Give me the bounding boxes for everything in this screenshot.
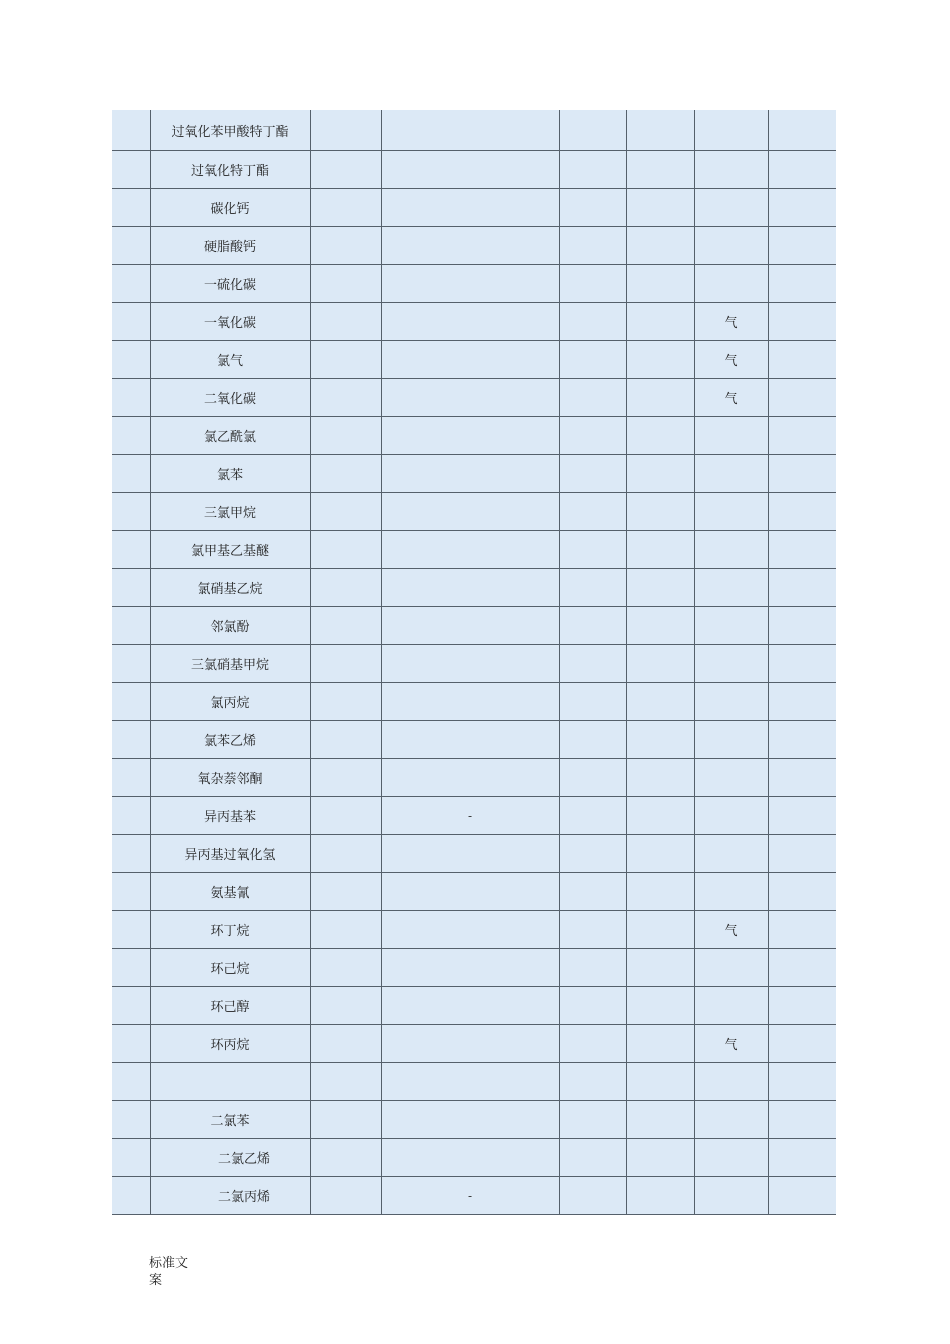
empty-cell xyxy=(626,1101,694,1139)
empty-cell xyxy=(768,151,836,189)
chemical-name-cell: 氯乙酰氯 xyxy=(150,417,310,455)
table-row xyxy=(112,493,836,531)
table-row xyxy=(112,303,836,341)
empty-cell xyxy=(310,949,381,987)
chemical-name-cell: 一硫化碳 xyxy=(150,265,310,303)
table-row xyxy=(112,151,836,189)
empty-cell xyxy=(626,911,694,949)
chemical-name-cell: 异丙基过氧化氢 xyxy=(150,835,310,873)
empty-cell xyxy=(310,110,381,151)
chemical-name-cell: 异丙基苯 xyxy=(150,797,310,835)
row-index-cell xyxy=(112,341,150,379)
footer-line-2: 案 xyxy=(149,1273,163,1288)
empty-cell xyxy=(559,569,626,607)
row-index-cell xyxy=(112,683,150,721)
empty-cell xyxy=(559,341,626,379)
empty-cell xyxy=(310,189,381,227)
state-cell xyxy=(694,607,768,645)
empty-cell xyxy=(310,265,381,303)
empty-cell xyxy=(626,607,694,645)
property-cell xyxy=(381,835,559,873)
empty-cell xyxy=(768,1025,836,1063)
property-cell: - xyxy=(381,797,559,835)
row-index-cell xyxy=(112,493,150,531)
table-row xyxy=(112,341,836,379)
chemical-name-cell: 环丙烷 xyxy=(150,1025,310,1063)
empty-cell xyxy=(310,721,381,759)
empty-cell xyxy=(310,531,381,569)
table-row xyxy=(112,531,836,569)
property-cell xyxy=(381,1063,559,1101)
chemical-name-cell: 邻氯酚 xyxy=(150,607,310,645)
empty-cell xyxy=(626,569,694,607)
empty-cell xyxy=(559,110,626,151)
table-row xyxy=(112,417,836,455)
empty-cell xyxy=(559,873,626,911)
table-row xyxy=(112,835,836,873)
empty-cell xyxy=(626,379,694,417)
row-index-cell xyxy=(112,227,150,265)
empty-cell xyxy=(768,303,836,341)
property-cell xyxy=(381,1139,559,1177)
property-cell xyxy=(381,151,559,189)
empty-cell xyxy=(626,265,694,303)
chemical-name-cell: 二氯丙烯 xyxy=(150,1177,310,1215)
empty-cell xyxy=(310,341,381,379)
state-cell xyxy=(694,189,768,227)
state-cell xyxy=(694,683,768,721)
state-cell xyxy=(694,493,768,531)
empty-cell xyxy=(626,1177,694,1215)
empty-cell xyxy=(626,759,694,797)
empty-cell xyxy=(768,227,836,265)
empty-cell xyxy=(310,227,381,265)
property-cell xyxy=(381,1025,559,1063)
table-row xyxy=(112,227,836,265)
empty-cell xyxy=(626,151,694,189)
empty-cell xyxy=(310,1101,381,1139)
state-cell xyxy=(694,759,768,797)
chemical-name-cell: 硬脂酸钙 xyxy=(150,227,310,265)
empty-cell xyxy=(310,303,381,341)
empty-cell xyxy=(310,151,381,189)
chemical-name-cell: 二氧化碳 xyxy=(150,379,310,417)
row-index-cell xyxy=(112,987,150,1025)
empty-cell xyxy=(559,607,626,645)
table-row xyxy=(112,265,836,303)
empty-cell xyxy=(768,949,836,987)
chemical-name-cell: 氯甲基乙基醚 xyxy=(150,531,310,569)
table-row xyxy=(112,379,836,417)
row-index-cell xyxy=(112,531,150,569)
property-cell xyxy=(381,873,559,911)
row-index-cell xyxy=(112,949,150,987)
state-cell xyxy=(694,1139,768,1177)
chemical-name-cell: 氯硝基乙烷 xyxy=(150,569,310,607)
empty-cell xyxy=(559,227,626,265)
empty-cell xyxy=(768,379,836,417)
empty-cell xyxy=(559,1101,626,1139)
table-row xyxy=(112,110,836,151)
table-row xyxy=(112,683,836,721)
empty-cell xyxy=(626,949,694,987)
state-cell: 气 xyxy=(694,379,768,417)
chemical-name-cell: 一氧化碳 xyxy=(150,303,310,341)
state-cell xyxy=(694,645,768,683)
empty-cell xyxy=(768,110,836,151)
empty-cell xyxy=(559,645,626,683)
empty-cell xyxy=(559,835,626,873)
chemical-name-cell: 过氧化特丁酯 xyxy=(150,151,310,189)
property-cell xyxy=(381,417,559,455)
row-index-cell xyxy=(112,1025,150,1063)
property-cell xyxy=(381,569,559,607)
property-cell xyxy=(381,721,559,759)
empty-cell xyxy=(626,110,694,151)
chemical-name-cell: 环己醇 xyxy=(150,987,310,1025)
empty-cell xyxy=(768,569,836,607)
row-index-cell xyxy=(112,873,150,911)
state-cell xyxy=(694,455,768,493)
empty-cell xyxy=(310,493,381,531)
property-cell xyxy=(381,683,559,721)
empty-cell xyxy=(559,949,626,987)
empty-cell xyxy=(768,189,836,227)
property-cell xyxy=(381,189,559,227)
empty-cell xyxy=(626,835,694,873)
table-row xyxy=(112,607,836,645)
empty-cell xyxy=(559,1139,626,1177)
table-row xyxy=(112,189,836,227)
row-index-cell xyxy=(112,265,150,303)
table-row xyxy=(112,911,836,949)
empty-cell xyxy=(310,987,381,1025)
table-row xyxy=(112,797,836,835)
empty-cell xyxy=(626,531,694,569)
row-index-cell xyxy=(112,189,150,227)
chemical-name-cell: 碳化钙 xyxy=(150,189,310,227)
empty-cell xyxy=(559,303,626,341)
row-index-cell xyxy=(112,1101,150,1139)
state-cell xyxy=(694,531,768,569)
empty-cell xyxy=(626,1063,694,1101)
empty-cell xyxy=(626,797,694,835)
empty-cell xyxy=(310,911,381,949)
empty-cell xyxy=(626,455,694,493)
table-body xyxy=(112,110,836,1215)
state-cell xyxy=(694,417,768,455)
table-row xyxy=(112,1101,836,1139)
empty-cell xyxy=(559,1177,626,1215)
property-cell xyxy=(381,303,559,341)
empty-cell xyxy=(626,1139,694,1177)
empty-cell xyxy=(768,1139,836,1177)
row-index-cell xyxy=(112,759,150,797)
table-row xyxy=(112,1139,836,1177)
chemical-name-cell: 环丁烷 xyxy=(150,911,310,949)
chemical-name-cell: 氯气 xyxy=(150,341,310,379)
chemical-name-cell: 氯丙烷 xyxy=(150,683,310,721)
row-index-cell xyxy=(112,911,150,949)
state-cell xyxy=(694,949,768,987)
empty-cell xyxy=(626,227,694,265)
chemical-name-cell xyxy=(150,1063,310,1101)
state-cell xyxy=(694,569,768,607)
empty-cell xyxy=(626,303,694,341)
property-cell xyxy=(381,455,559,493)
table-row xyxy=(112,949,836,987)
empty-cell xyxy=(559,417,626,455)
empty-cell xyxy=(768,759,836,797)
empty-cell xyxy=(626,645,694,683)
empty-cell xyxy=(559,721,626,759)
empty-cell xyxy=(626,987,694,1025)
state-cell xyxy=(694,265,768,303)
state-cell xyxy=(694,1101,768,1139)
table-row xyxy=(112,987,836,1025)
table-row xyxy=(112,455,836,493)
row-index-cell xyxy=(112,797,150,835)
empty-cell xyxy=(768,531,836,569)
empty-cell xyxy=(626,721,694,759)
table-row xyxy=(112,721,836,759)
property-cell xyxy=(381,531,559,569)
empty-cell xyxy=(626,683,694,721)
empty-cell xyxy=(559,987,626,1025)
empty-cell xyxy=(310,683,381,721)
row-index-cell xyxy=(112,1177,150,1215)
table-row xyxy=(112,1177,836,1215)
state-cell xyxy=(694,227,768,265)
empty-cell xyxy=(559,1063,626,1101)
empty-cell xyxy=(768,797,836,835)
empty-cell xyxy=(559,379,626,417)
chemical-name-cell: 氧杂萘邻酮 xyxy=(150,759,310,797)
empty-cell xyxy=(559,189,626,227)
table-row xyxy=(112,1063,836,1101)
empty-cell xyxy=(559,759,626,797)
state-cell xyxy=(694,721,768,759)
empty-cell xyxy=(310,1025,381,1063)
empty-cell xyxy=(310,1063,381,1101)
table-row xyxy=(112,645,836,683)
empty-cell xyxy=(768,493,836,531)
state-cell xyxy=(694,1177,768,1215)
empty-cell xyxy=(768,607,836,645)
state-cell: 气 xyxy=(694,1025,768,1063)
empty-cell xyxy=(310,797,381,835)
table-row xyxy=(112,873,836,911)
empty-cell xyxy=(768,1101,836,1139)
empty-cell xyxy=(310,1177,381,1215)
empty-cell xyxy=(559,265,626,303)
chemical-name-cell: 氨基氰 xyxy=(150,873,310,911)
empty-cell xyxy=(310,417,381,455)
empty-cell xyxy=(768,987,836,1025)
property-cell xyxy=(381,911,559,949)
empty-cell xyxy=(626,873,694,911)
empty-cell xyxy=(310,1139,381,1177)
row-index-cell xyxy=(112,835,150,873)
empty-cell xyxy=(559,797,626,835)
empty-cell xyxy=(768,911,836,949)
empty-cell xyxy=(559,683,626,721)
property-cell xyxy=(381,1101,559,1139)
empty-cell xyxy=(768,683,836,721)
chemical-name-cell: 环己烷 xyxy=(150,949,310,987)
state-cell: 气 xyxy=(694,303,768,341)
state-cell xyxy=(694,873,768,911)
empty-cell xyxy=(559,1025,626,1063)
chemical-name-cell: 二氯乙烯 xyxy=(150,1139,310,1177)
row-index-cell xyxy=(112,303,150,341)
empty-cell xyxy=(768,873,836,911)
state-cell xyxy=(694,835,768,873)
empty-cell xyxy=(626,417,694,455)
empty-cell xyxy=(626,493,694,531)
empty-cell xyxy=(768,265,836,303)
chemical-name-cell: 氯苯 xyxy=(150,455,310,493)
empty-cell xyxy=(768,1177,836,1215)
empty-cell xyxy=(310,645,381,683)
property-cell xyxy=(381,341,559,379)
empty-cell xyxy=(768,455,836,493)
row-index-cell xyxy=(112,645,150,683)
empty-cell xyxy=(626,1025,694,1063)
empty-cell xyxy=(310,455,381,493)
row-index-cell xyxy=(112,1063,150,1101)
chemical-name-cell: 过氧化苯甲酸特丁酯 xyxy=(150,110,310,151)
empty-cell xyxy=(626,341,694,379)
property-cell: - xyxy=(381,1177,559,1215)
empty-cell xyxy=(310,759,381,797)
empty-cell xyxy=(310,835,381,873)
row-index-cell xyxy=(112,151,150,189)
property-cell xyxy=(381,759,559,797)
empty-cell xyxy=(768,645,836,683)
empty-cell xyxy=(559,493,626,531)
empty-cell xyxy=(310,379,381,417)
empty-cell xyxy=(310,607,381,645)
property-cell xyxy=(381,949,559,987)
state-cell: 气 xyxy=(694,911,768,949)
empty-cell xyxy=(559,531,626,569)
property-cell xyxy=(381,987,559,1025)
row-index-cell xyxy=(112,569,150,607)
empty-cell xyxy=(559,455,626,493)
state-cell xyxy=(694,797,768,835)
state-cell xyxy=(694,987,768,1025)
row-index-cell xyxy=(112,607,150,645)
footer-note xyxy=(149,1255,209,1289)
state-cell xyxy=(694,151,768,189)
table-row xyxy=(112,759,836,797)
empty-cell xyxy=(310,873,381,911)
property-cell xyxy=(381,379,559,417)
row-index-cell xyxy=(112,1139,150,1177)
property-cell xyxy=(381,607,559,645)
empty-cell xyxy=(559,911,626,949)
state-cell: 气 xyxy=(694,341,768,379)
empty-cell xyxy=(768,721,836,759)
empty-cell xyxy=(559,151,626,189)
empty-cell xyxy=(768,341,836,379)
chemical-name-cell: 三氯硝基甲烷 xyxy=(150,645,310,683)
chemical-table xyxy=(112,110,836,1215)
empty-cell xyxy=(768,835,836,873)
row-index-cell xyxy=(112,379,150,417)
row-index-cell xyxy=(112,110,150,151)
chemical-name-cell: 二氯苯 xyxy=(150,1101,310,1139)
empty-cell xyxy=(768,417,836,455)
state-cell xyxy=(694,110,768,151)
property-cell xyxy=(381,265,559,303)
property-cell xyxy=(381,227,559,265)
footer-line-1: 标准文 xyxy=(149,1256,189,1271)
empty-cell xyxy=(768,1063,836,1101)
state-cell xyxy=(694,1063,768,1101)
chemical-name-cell: 三氯甲烷 xyxy=(150,493,310,531)
row-index-cell xyxy=(112,417,150,455)
chemical-name-cell: 氯苯乙烯 xyxy=(150,721,310,759)
property-cell xyxy=(381,493,559,531)
property-cell xyxy=(381,645,559,683)
property-cell xyxy=(381,110,559,151)
row-index-cell xyxy=(112,721,150,759)
table-row xyxy=(112,569,836,607)
row-index-cell xyxy=(112,455,150,493)
empty-cell xyxy=(626,189,694,227)
table-row xyxy=(112,1025,836,1063)
empty-cell xyxy=(310,569,381,607)
